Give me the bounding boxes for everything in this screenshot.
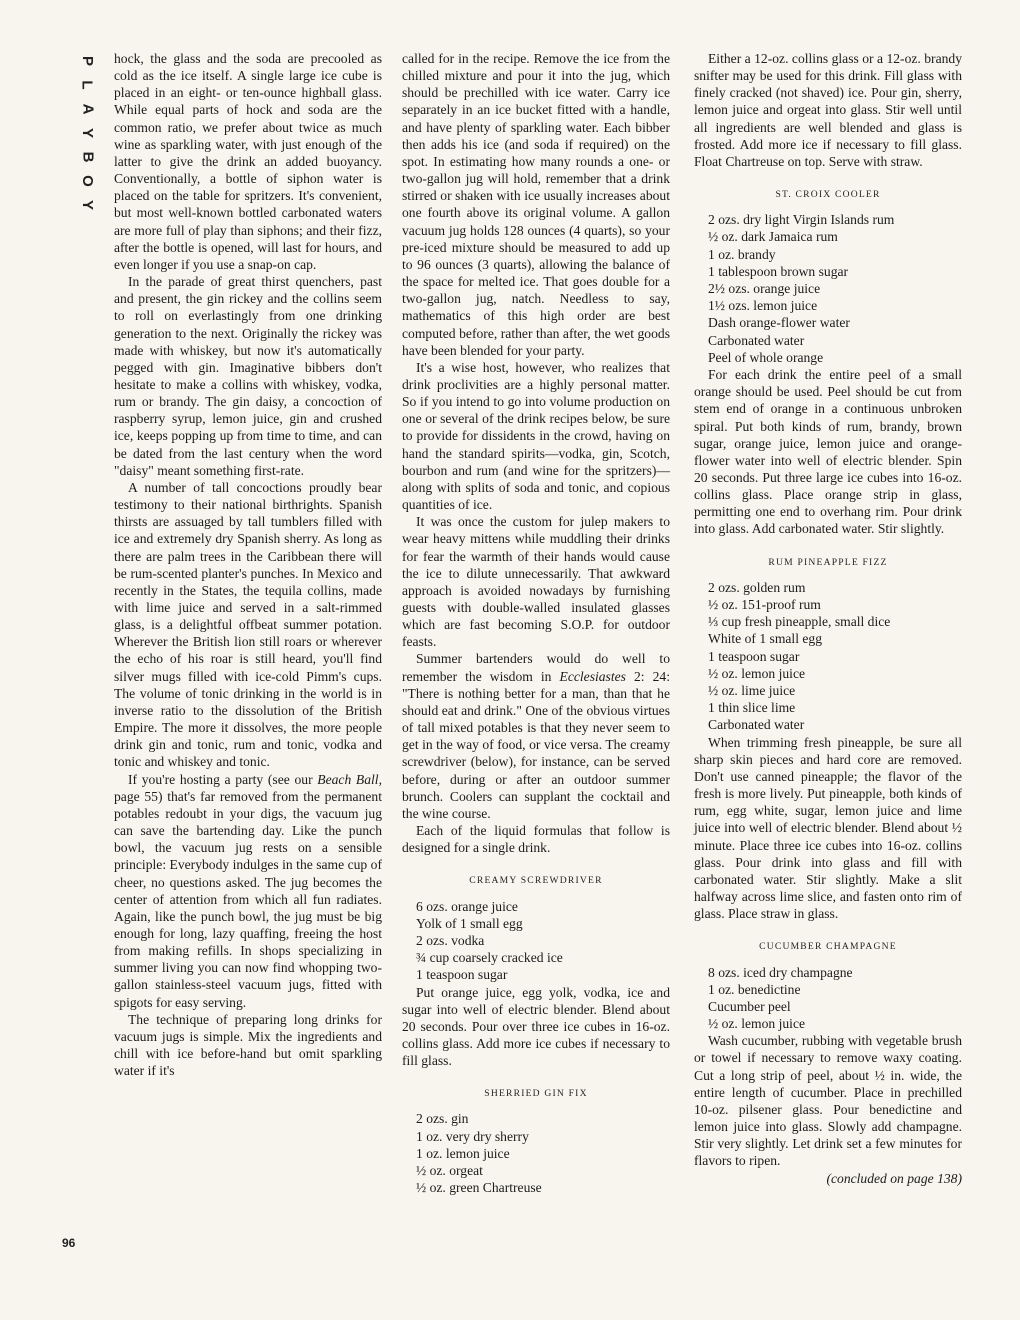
recipe-directions: When trimming fresh pineapple, be sure all sharp skin pieces and hard core are removed. Don't use canned pineapple; the flavor of the fresh is more lively. Put pineapple, both kinds of rum, egg white, sugar, lemon juice and lime juice into well of electric blender. Blend about ½ minute. Place three ice cubes into 16-oz. collins glass. Pour drink into glass and fill with carbonated water. Stir slightly. Make a slit halfway across lime slice, and fasten onto rim of glass. Place straw in glass. [694, 734, 962, 922]
paragraph: It's a wise host, however, who realizes that drink proclivities are a highly personal matter. So if you intend to go into volume production on one or several of the drink recipes below, be sure to provide for dissidents in the crowd, having on hand the standard spirits—vodka, gin, Scotch, bourbon and rum (and wine for the spritzers)—along with splits of soda and tonic, and copious quantities of ice. [402, 359, 670, 513]
ingredient: ½ oz. lemon juice [708, 1016, 806, 1032]
paragraph [114, 771, 382, 1011]
paragraph: A number of tall concoctions proudly bear testimony to their national birthrights. Spanish thirsts are assuaged by tall tumblers filled with ice and extremely dry Spanish sherry. As long as there are palm trees in the Caribbean there will be rum-scented planter's punches. In Mexico and recently in the States, the tequila collins, made with lime juice and served in a salt-rimmed glass, is a delightful offbeat summer potation. Wherever the British lion still roars or wherever the echo of his roar is still heard, you'll find silver mugs filled with ice-cold Pimm's cups. The volume of tonic drinking in the world is in inverse ratio to the dissolution of the British Empire. The more it dissolves, the more people drink gin and tonic, rum and tonic, vodka and tonic and whiskey and tonic. [114, 479, 382, 770]
ingredient: 1 oz. very dry sherry [416, 1128, 529, 1144]
ingredient-list [708, 964, 962, 1033]
book-title-reference: Ecclesiastes [559, 668, 626, 684]
ingredient: 2 ozs. dry light Virgin Islands rum [708, 212, 895, 228]
ingredient-list [416, 1110, 670, 1196]
ingredient: White of 1 small egg [708, 631, 823, 647]
page-number: 96 [62, 1236, 76, 1250]
ingredient: 6 ozs. orange juice [416, 898, 518, 914]
ingredient: 1 thin slice lime [708, 700, 796, 716]
column-1 [114, 50, 382, 1079]
ingredient: Carbonated water [708, 332, 805, 348]
ingredient: ¾ cup coarsely cracked ice [416, 950, 563, 966]
ingredient: 2 ozs. gin [416, 1111, 469, 1127]
ingredient: 8 ozs. iced dry champagne [708, 964, 853, 980]
ingredient: 2½ ozs. orange juice [708, 281, 821, 297]
ingredient: ½ oz. lemon juice [708, 665, 806, 681]
ingredient: 1 oz. lemon juice [416, 1145, 510, 1161]
ingredient: Peel of whole orange [708, 349, 824, 365]
paragraph: called for in the recipe. Remove the ice from the chilled mixture and pour it into the jug, which should be prechilled with ice water. Carry ice separately in an ice bucket fitted with a handle, and have plenty of sparkling water. Each bibber then adds his ice (and soda if required) on the spot. In estimating how many rounds a one- or two-gallon jug will hold, remember that a drink stirred or shaken with ice usually increases about one fourth above its original volume. A gallon vacuum jug holds 128 ounces (4 quarts), so your pre-iced mixture should be measured to add up to 96 ounces (3 quarts), allowing the balance of the space for melted ice. That goes double for a two-gallon jug, natch. Needless to say, mathematics of this high order are best computed before, rather than after, the wet goods have been blended for your party. [402, 51, 670, 358]
paragraph [402, 650, 670, 822]
recipe-heading: RUM PINEAPPLE FIZZ [768, 556, 888, 568]
recipe-directions: Put orange juice, egg yolk, vodka, ice and sugar into well of electric blender. Blend about 20 seconds. Pour over three ice cubes in 16-oz. collins glass. Add more ice cubes if necessary to fill glass. [402, 984, 670, 1069]
text-run: 2: 24: "There is nothing better for a man, than that he should eat and drink." One of the obvious virtues of tall mixed potables is that they never seem to get in the way of food, or vice versa. The creamy screwdriver (below), for instance, can be served before, during or after an outdoor summer brunch. Coolers can supplant the cocktail and the wine course. [402, 668, 670, 821]
paragraph: In the parade of great thirst quenchers, past and present, the gin rickey and the collins seem to roll on everlastingly from one drinking generation to the next. Originally the rickey was made with whiskey, but now it's automatically pegged with gin. Imaginative bibbers don't hesitate to make a collins with whiskey, vodka, rum or brandy. The gin daisy, a concoction of raspberry syrup, lemon juice, gin and crushed ice, keeps popping up from time to time, and can be dated from the last century when the word "daisy" meant something first-rate. [114, 274, 382, 478]
ingredient: ½ oz. orgeat [416, 1163, 483, 1179]
ingredient: 1 oz. brandy [708, 246, 776, 262]
logo-letter: L [78, 80, 96, 90]
ingredient: ½ oz. dark Jamaica rum [708, 229, 838, 245]
ingredient: 1½ ozs. lemon juice [708, 298, 818, 314]
ingredient-list [416, 898, 670, 984]
playboy-vertical-logo [74, 52, 100, 211]
ingredient: Cucumber peel [708, 998, 791, 1014]
ingredient: 1 oz. benedictine [708, 981, 801, 997]
ingredient-list [708, 579, 962, 734]
ingredient: 2 ozs. vodka [416, 932, 485, 948]
logo-letter: P [78, 55, 96, 67]
recipe-heading: SHERRIED GIN FIX [484, 1088, 588, 1100]
logo-letter: Y [78, 127, 96, 139]
ingredient: 1 teaspoon sugar [416, 967, 508, 983]
text-run: page 55) that's far removed from the permanent potables redoubt in your digs, the vacuum jug can save the bartending day. Like the punch bowl, the vacuum jug rests on a sensible principle: Everybody indulges in the same cup of cheer, no questions asked. The jug becomes the center of attention from which all fun radiates. Again, like the punch bowl, the jug must be big enough for long, lazy quaffing, freeing the host from making refills. In shops specializing in summer living you can now find whopping two-gallon stainless-steel vacuum jugs, fitted with spigots for easy serving. [114, 788, 382, 1010]
column-3 [694, 50, 962, 1187]
ingredient: ½ oz. green Chartreuse [416, 1180, 542, 1196]
text-run: If you're hosting a party (see our [128, 771, 318, 787]
ingredient: Dash orange-flower water [708, 315, 850, 331]
recipe-heading: CREAMY SCREWDRIVER [469, 875, 603, 887]
ingredient: 1 teaspoon sugar [708, 648, 800, 664]
ingredient: 1 tablespoon brown sugar [708, 263, 849, 279]
recipe-directions: Wash cucumber, rubbing with vegetable brush or towel if necessary to remove waxy coating. Cut a long strip of peel, about ½ in. wide, the entire length of cucumber. Place in prechilled 10-oz. pilsener glass. Pour benedictine and lemon juice into glass. Slowly add champagne. Stir very slightly. Let drink set a few minutes for flavors to ripen. [694, 1033, 962, 1169]
paragraph: Each of the liquid formulas that follow is designed for a single drink. [402, 823, 670, 856]
recipe-directions: For each drink the entire peel of a small orange should be used. Peel should be cut from stem end of orange in a continuous unbroken spiral. Put both kinds of rum, brandy, brown sugar, orange juice, lemon juice and orange-flower water into well of electric blender. Spin 20 seconds. Put three large ice cubes into 16-oz. collins glass. Place orange strip in glass, permitting one end to overhang rim. Pour drink into glass. Add carbonated water. Stir slightly. [694, 367, 962, 537]
ingredient-list [708, 211, 962, 366]
logo-letter: A [79, 103, 96, 115]
ingredient: ½ oz. 151-proof rum [708, 597, 821, 612]
recipe-heading: CUCUMBER CHAMPAGNE [759, 941, 897, 953]
paragraph: It was once the custom for julep makers to wear heavy mittens while muddling their drinks for fear the warmth of their hands would cause the ice to dilute unnecessarily. That awkward approach is avoided nowadays by furnishing guests with double-walled insulated glasses which are fast becoming S.O.P. for outdoor feasts. [402, 514, 670, 650]
text-run: Summer bartenders would do well to remember the wisdom in [402, 651, 670, 684]
paragraph: hock, the glass and the soda are precooled as cold as the ice itself. A single large ice cube is placed in an eight- or ten-ounce highball glass. While equal parts of hock and soda are the common ratio, we prefer about twice as much wine as sparkling water, with just enough of the latter to give the drink an added buoyancy. Conventionally, a bottle of siphon water is placed on the table for spritzers. It's convenient, but most well-known bottled carbonated waters are more full of play than siphons; and their fizz, after the bottle is opened, will last for hours, and even longer if you use a snap-on cap. [114, 51, 382, 272]
recipe-heading: ST. CROIX COOLER [775, 189, 881, 201]
article-title-reference: Beach Ball, [317, 771, 382, 787]
ingredient: ⅓ cup fresh pineapple, small dice [708, 614, 891, 630]
ingredient: Yolk of 1 small egg [416, 915, 523, 931]
ingredient: Carbonated water [708, 717, 805, 733]
logo-letter: B [79, 151, 96, 163]
logo-letter: Y [78, 199, 96, 211]
continuation-note: (concluded on page 138) [826, 1170, 962, 1186]
recipe-directions: Either a 12-oz. collins glass or a 12-oz. brandy snifter may be used for this drink. Fill glass with finely cracked (not shaved) ice. Pour gin, sherry, lemon juice and orgeat into glass. Stir well until all ingredients are well blended and glass is frosted. Add more ice if necessary to fill glass. Float Chartreuse on top. Serve with straw. [694, 51, 962, 169]
ingredient: 2 ozs. golden rum [708, 579, 806, 595]
logo-letter: O [78, 175, 96, 187]
paragraph: The technique of preparing long drinks for vacuum jugs is simple. Mix the ingredients and chill with ice before-hand but omit sparkling water if it's [114, 1011, 382, 1079]
ingredient: ½ oz. lime juice [708, 683, 796, 699]
column-2 [402, 50, 670, 1196]
